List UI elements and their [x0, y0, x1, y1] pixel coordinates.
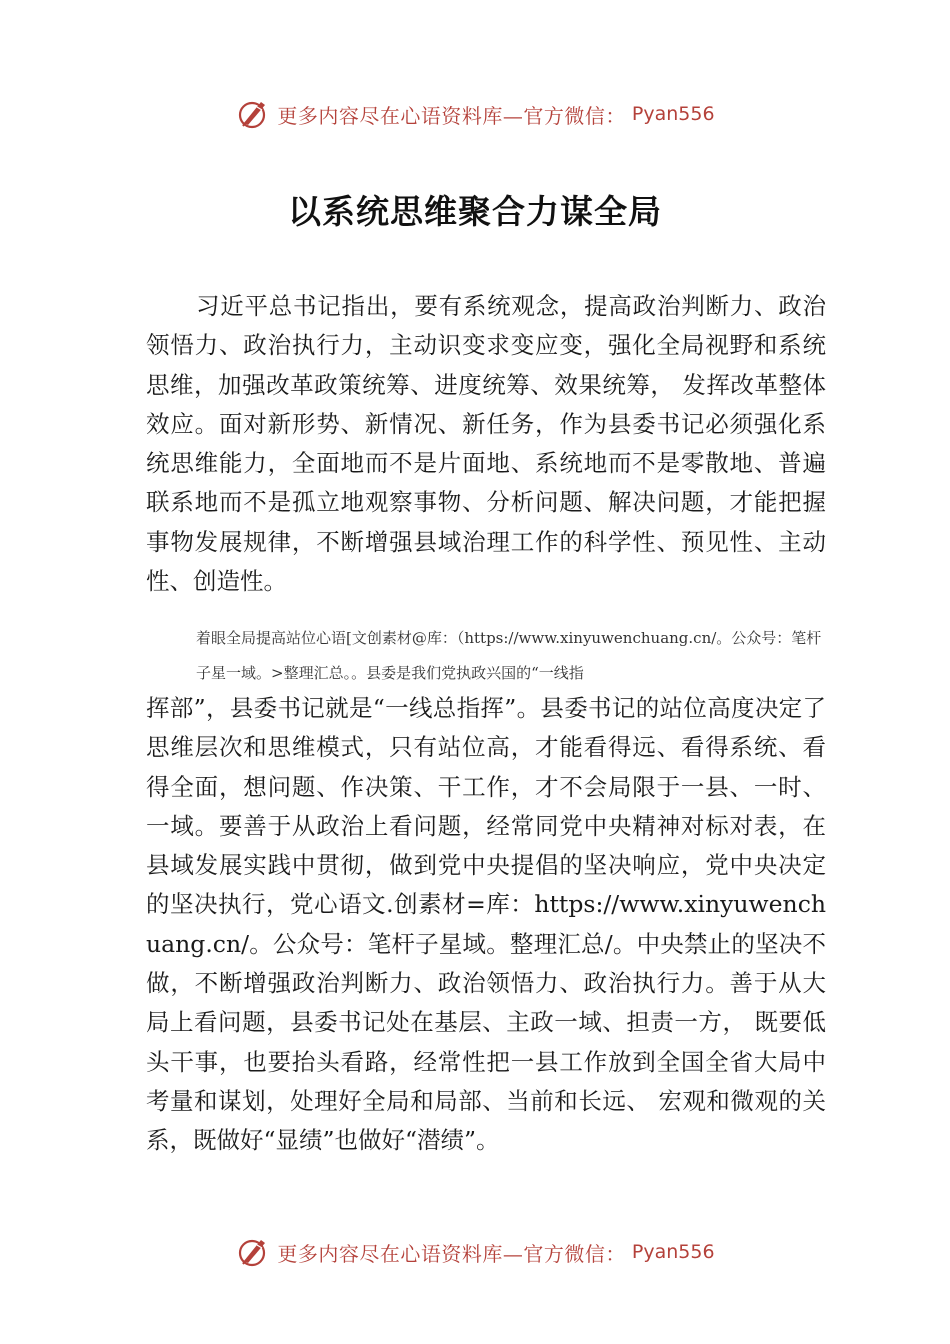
wechat-id: Pyan556 [631, 1241, 715, 1263]
banner-text: 更多内容尽在心语资料库—官方微信： [277, 1241, 626, 1266]
quill-pen-logo-icon [235, 96, 271, 132]
source-note: 着眼全局提高站位心语[文创素材@库：（https://www.xinyuwenchuang.cn/。公众号：笔杆子星一域。>整理汇总。。县委是我们党执政兴国的“一线指 [196, 629, 822, 682]
quill-pen-logo-icon [235, 1234, 271, 1270]
page-title: 以系统思维聚合力谋全局 [288, 192, 662, 231]
paragraph-1: 习近平总书记指出，要有系统观念，提高政治判断力、政治领悟力、政治执行力，主动识变求变应变，强化全局视野和系统思维，加强改革政策统筹、进度统筹、效果统筹， 发挥改革整体效应。面对新形势、新情况、新任务，作为县委书记必须强化系统思维能力，全面地而不是片面地、系统地而不是零散地、普遍联系地而不是孤立地观察事物、分析问题、解决问题，才能把握事物发展规律，不断增强县域治理工作的科学性、预见性、主动性、创造性。 [146, 292, 826, 596]
wechat-id: Pyan556 [631, 103, 715, 125]
header-banner [0, 92, 950, 136]
banner-text: 更多内容尽在心语资料库—官方微信： [277, 103, 626, 128]
footer-banner [0, 1230, 950, 1274]
paragraph-2: 挥部”，县委书记就是“一线总指挥”。县委书记的站位高度决定了思维层次和思维模式，只有站位高，才能看得远、看得系统、看得全面，想问题、作决策、干工作，才不会局限于一县、一时、一域。要善于从政治上看问题，经常同党中央精神对标对表，在县域发展实践中贯彻，做到党中央提倡的坚决响应，党中央决定的坚决执行，党心语文.创素材=库：https://www.xinyuwenchuang.cn/。公众号：笔杆子星域。整理汇总/。中央禁止的坚决不做，不断增强政治判断力、政治领悟力、政治执行力。善于从大局上看问题，县委书记处在基层、主政一域、担责一方， 既要低头干事，也要抬头看路，经常性把一县工作放到全国全省大局中考量和谋划，处理好全局和局部、当前和长远、 宏观和微观的关系，既做好“显绩”也做好“潜绩”。 [146, 694, 826, 1155]
